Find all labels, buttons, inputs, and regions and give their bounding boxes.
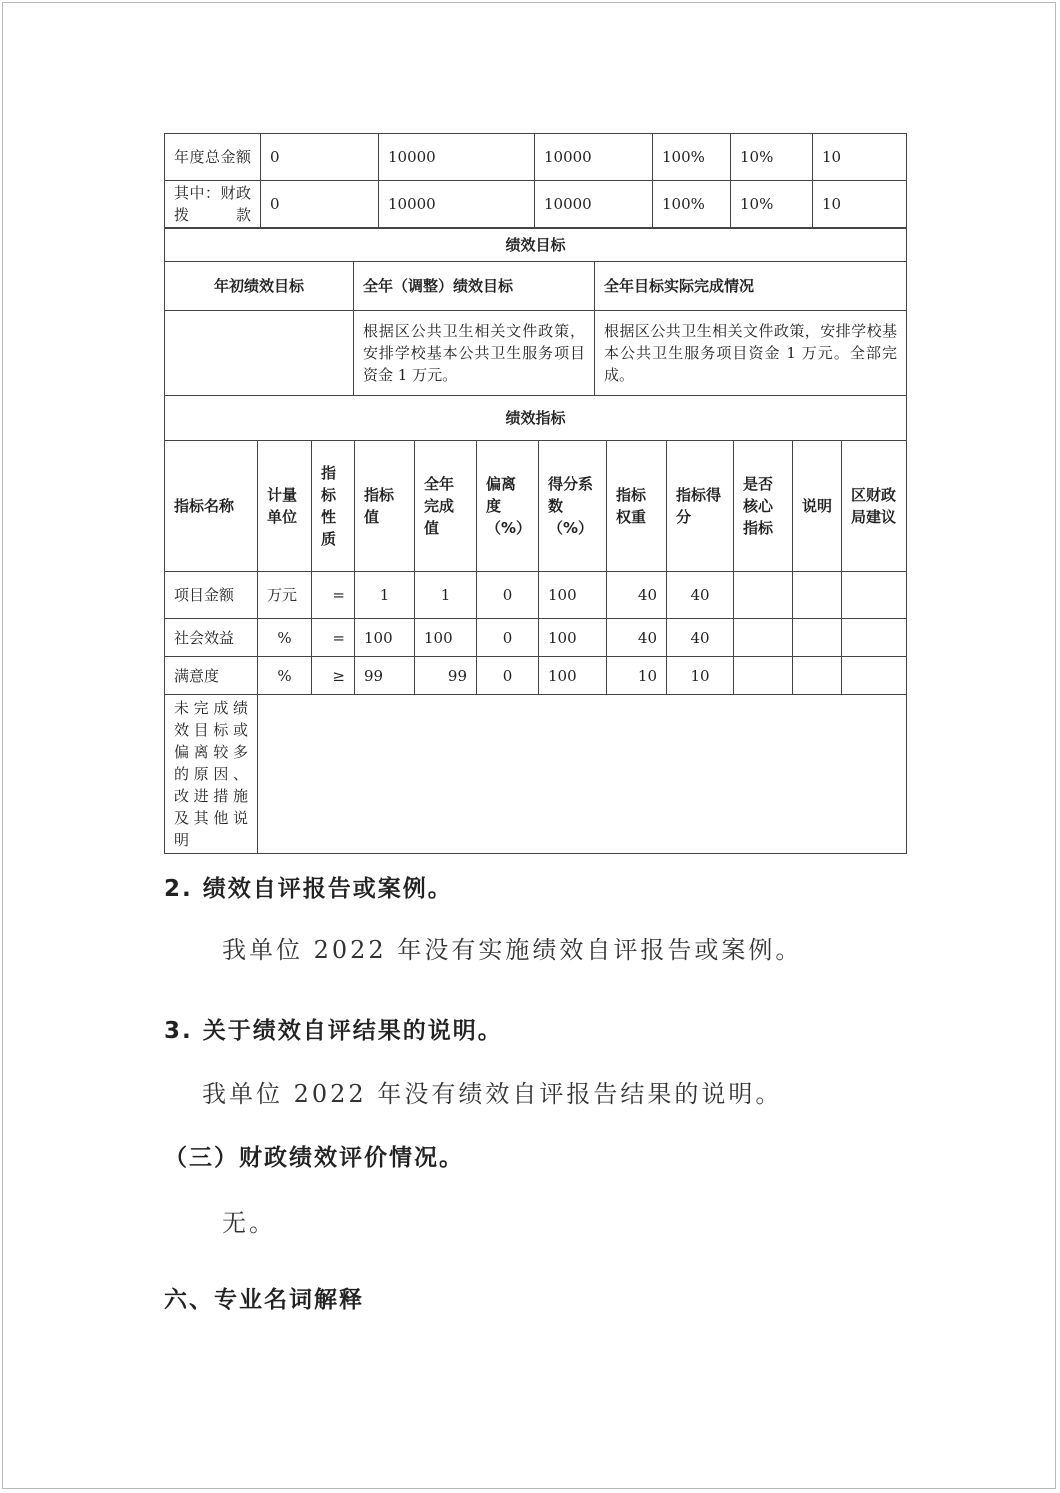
- indicator-score: 10: [667, 657, 734, 695]
- goals-content-row: [165, 311, 907, 396]
- funds-table: [164, 133, 907, 228]
- reason-label: 未完成绩效目标或偏离较多的原因、改进措施及其他说明: [165, 695, 258, 854]
- goals-initial-text: [165, 311, 354, 396]
- indicator-nature: ≥: [312, 657, 355, 695]
- goals-col-adjusted: 全年（调整）绩效目标: [354, 262, 595, 311]
- section-6-title: 六、专业名词解释: [164, 1287, 364, 1313]
- header-cell: 得分系数（%）: [539, 441, 607, 572]
- indicator-advice: [842, 657, 907, 695]
- section-4-body: 无。: [222, 1209, 276, 1237]
- indicators-section-title: 绩效指标: [165, 396, 907, 441]
- indicator-row: [165, 572, 907, 619]
- section-4-title: （三）财政绩效评价情况。: [164, 1145, 464, 1171]
- indicator-note: [793, 657, 842, 695]
- goals-adjusted-text: 根据区公共卫生相关文件政策，安排学校基本公共卫生服务项目资金 1 万元。: [354, 311, 595, 396]
- goals-col-actual: 全年目标实际完成情况: [595, 262, 907, 311]
- indicator-actual: 100: [415, 619, 477, 657]
- indicators-header-row: [165, 441, 907, 572]
- goals-table: [164, 228, 907, 441]
- header-cell: 计量单位: [258, 441, 312, 572]
- cell: 100%: [653, 134, 731, 181]
- indicator-score: 40: [667, 572, 734, 619]
- indicator-weight: 40: [607, 572, 667, 619]
- header-cell: 是否核心指标: [734, 441, 793, 572]
- indicator-unit: 万元: [258, 572, 312, 619]
- goals-col-initial: 年初绩效目标: [165, 262, 354, 311]
- section-3-body: 我单位 2022 年没有绩效自评报告结果的说明。: [202, 1080, 783, 1108]
- indicator-note: [793, 619, 842, 657]
- indicator-core: [734, 572, 793, 619]
- reason-text: [258, 695, 907, 854]
- row-label: 年度总金额: [165, 134, 261, 181]
- indicator-deviation: 0: [477, 619, 539, 657]
- indicator-unit: %: [258, 657, 312, 695]
- indicator-target: 100: [355, 619, 415, 657]
- goals-section-title: 绩效目标: [165, 229, 907, 262]
- cell: 10: [813, 181, 907, 228]
- cell: 100%: [653, 181, 731, 228]
- goals-header-row: [165, 262, 907, 311]
- indicators-table: [164, 440, 907, 854]
- row-label: 其中：财政拨款: [165, 181, 261, 228]
- header-cell: 区财政局建议: [842, 441, 907, 572]
- section-2-title: 2. 绩效自评报告或案例。: [164, 876, 453, 902]
- section-3-title: 3. 关于绩效自评结果的说明。: [164, 1018, 503, 1044]
- indicator-coef: 100: [539, 619, 607, 657]
- header-cell: 说明: [793, 441, 842, 572]
- header-cell: 偏离度（%）: [477, 441, 539, 572]
- cell: 10000: [379, 181, 535, 228]
- indicators-title-row: [165, 396, 907, 441]
- indicator-weight: 40: [607, 619, 667, 657]
- header-cell: 指标值: [355, 441, 415, 572]
- indicator-coef: 100: [539, 657, 607, 695]
- indicator-advice: [842, 572, 907, 619]
- indicator-core: [734, 619, 793, 657]
- cell: 0: [261, 134, 379, 181]
- funds-row-total: [165, 134, 907, 181]
- indicator-deviation: 0: [477, 572, 539, 619]
- indicator-actual: 1: [415, 572, 477, 619]
- header-cell: 指标性质: [312, 441, 355, 572]
- indicator-name: 社会效益: [165, 619, 258, 657]
- indicator-weight: 10: [607, 657, 667, 695]
- cell: 10000: [535, 181, 653, 228]
- indicator-nature: =: [312, 619, 355, 657]
- cell: 10000: [379, 134, 535, 181]
- indicator-note: [793, 572, 842, 619]
- indicator-advice: [842, 619, 907, 657]
- indicator-row: [165, 657, 907, 695]
- indicator-name: 项目金额: [165, 572, 258, 619]
- goals-actual-text: 根据区公共卫生相关文件政策，安排学校基本公共卫生服务项目资金 1 万元。全部完成。: [595, 311, 907, 396]
- cell: 10000: [535, 134, 653, 181]
- indicator-target: 1: [355, 572, 415, 619]
- header-cell: 全年完成值: [415, 441, 477, 572]
- header-cell: 指标名称: [165, 441, 258, 572]
- header-cell: 指标权重: [607, 441, 667, 572]
- indicator-core: [734, 657, 793, 695]
- reason-row: [165, 695, 907, 854]
- indicator-actual: 99: [415, 657, 477, 695]
- funds-row-fiscal: [165, 181, 907, 228]
- section-2-body: 我单位 2022 年没有实施绩效自评报告或案例。: [222, 936, 803, 964]
- indicator-target: 99: [355, 657, 415, 695]
- indicator-row: [165, 619, 907, 657]
- indicator-coef: 100: [539, 572, 607, 619]
- cell: 10%: [731, 181, 813, 228]
- cell: 10: [813, 134, 907, 181]
- indicator-name: 满意度: [165, 657, 258, 695]
- cell: 10%: [731, 134, 813, 181]
- cell: 0: [261, 181, 379, 228]
- indicator-score: 40: [667, 619, 734, 657]
- indicator-unit: %: [258, 619, 312, 657]
- header-cell: 指标得分: [667, 441, 734, 572]
- goals-title-row: [165, 229, 907, 262]
- indicator-nature: =: [312, 572, 355, 619]
- indicator-deviation: 0: [477, 657, 539, 695]
